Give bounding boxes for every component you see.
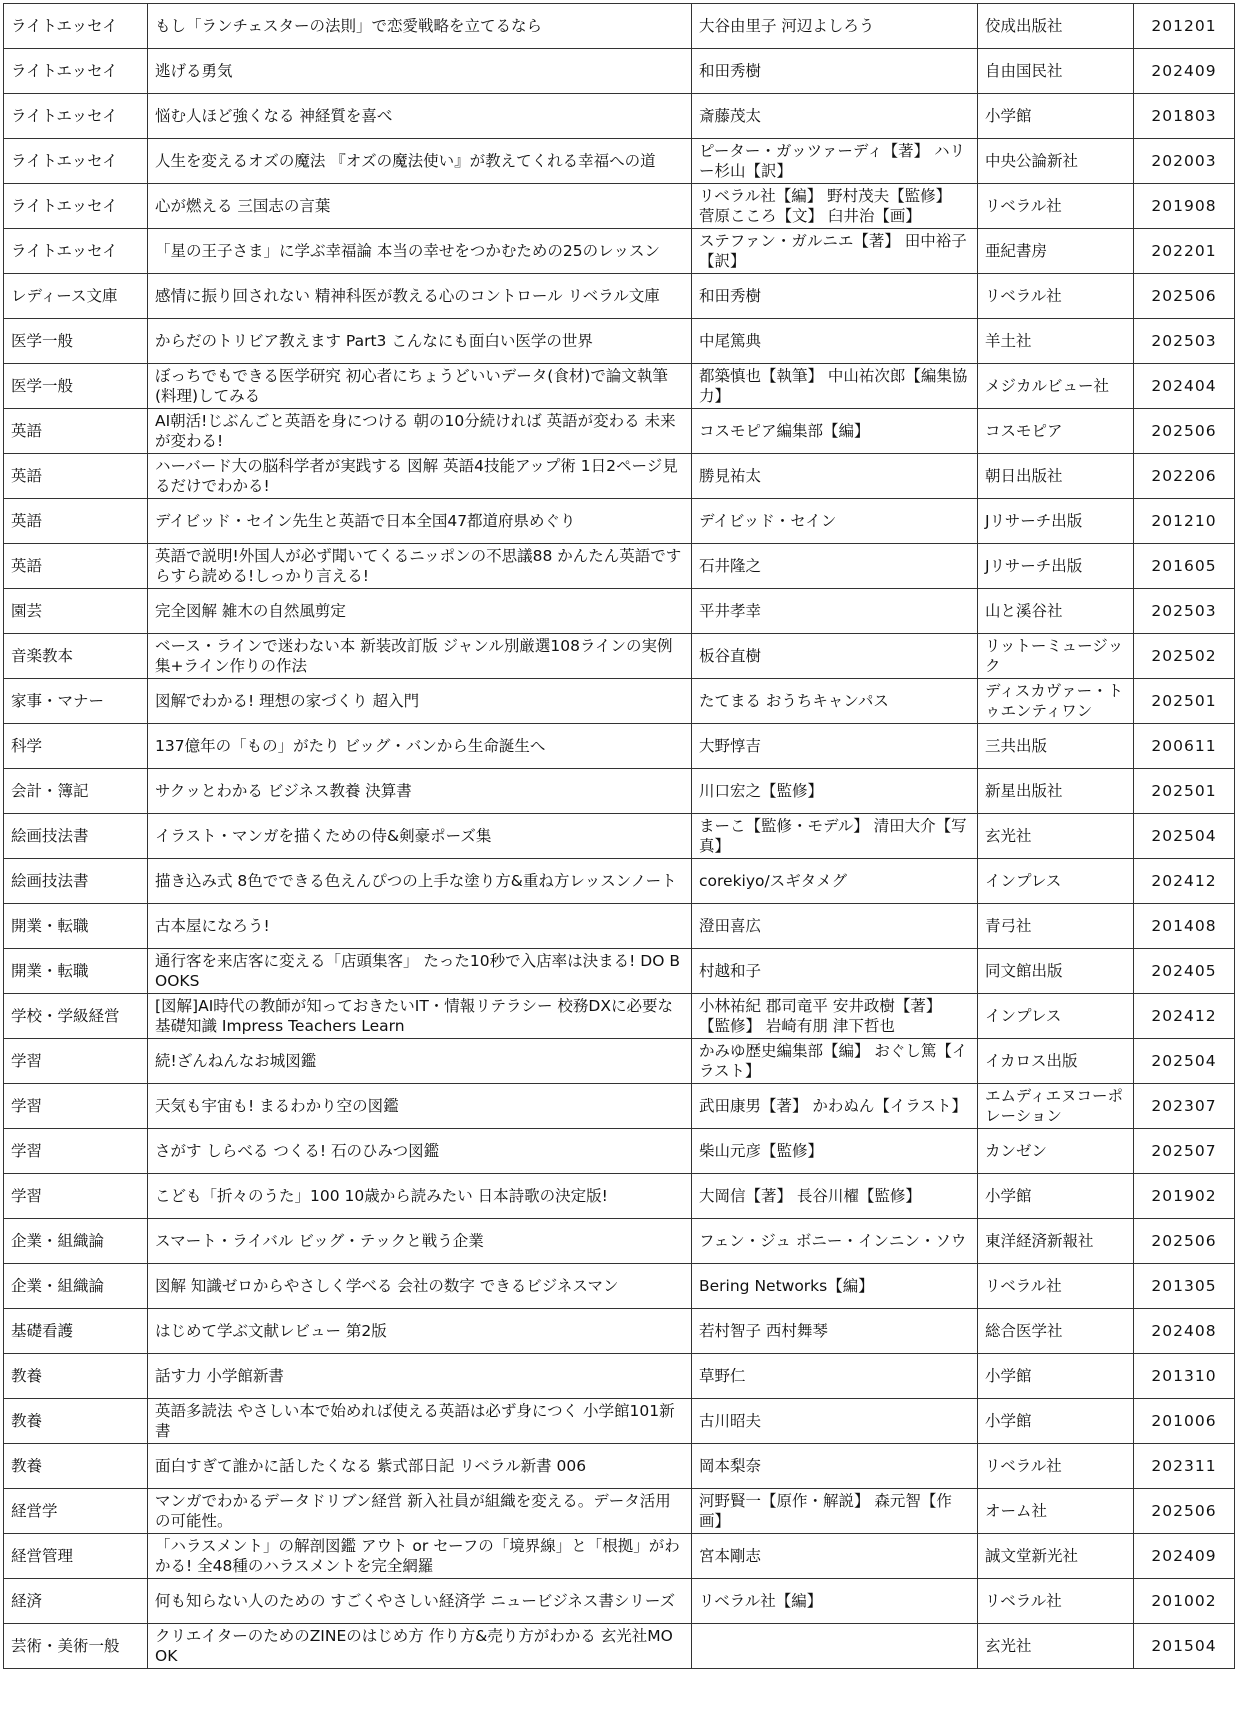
- author-cell: 平井孝幸: [692, 589, 978, 634]
- date-cell: 201201: [1134, 4, 1235, 49]
- date-cell: 201305: [1134, 1264, 1235, 1309]
- table-row: [4, 1534, 1235, 1579]
- table-row: [4, 1039, 1235, 1084]
- genre-cell: 絵画技法書: [4, 859, 148, 904]
- title-cell: 面白すぎて誰かに話したくなる 紫式部日記 リベラル新書 006: [148, 1444, 692, 1489]
- title-cell: 通行客を来店客に変える「店頭集客」 たった10秒で入店率は決まる! DO BOOKS: [148, 949, 692, 994]
- publisher-cell: 玄光社: [978, 1624, 1134, 1669]
- genre-cell: 英語: [4, 544, 148, 589]
- genre-cell: 学習: [4, 1174, 148, 1219]
- title-cell: 英語多読法 やさしい本で始めれば使える英語は必ず身につく 小学館101新書: [148, 1399, 692, 1444]
- table-row: [4, 769, 1235, 814]
- genre-cell: 企業・組織論: [4, 1264, 148, 1309]
- publisher-cell: 佼成出版社: [978, 4, 1134, 49]
- table-row: [4, 1219, 1235, 1264]
- date-cell: 202507: [1134, 1129, 1235, 1174]
- author-cell: 和田秀樹: [692, 274, 978, 319]
- genre-cell: ライトエッセイ: [4, 94, 148, 139]
- genre-cell: 学習: [4, 1084, 148, 1129]
- title-cell: 古本屋になろう!: [148, 904, 692, 949]
- title-cell: マンガでわかるデータドリブン経営 新入社員が組織を変える。データ活用の可能性。: [148, 1489, 692, 1534]
- genre-cell: 開業・転職: [4, 949, 148, 994]
- author-cell: 宮本剛志: [692, 1534, 978, 1579]
- author-cell: 大野惇吉: [692, 724, 978, 769]
- genre-cell: 開業・転職: [4, 904, 148, 949]
- date-cell: 202003: [1134, 139, 1235, 184]
- table-row: [4, 814, 1235, 859]
- publisher-cell: メジカルビュー社: [978, 364, 1134, 409]
- date-cell: 202408: [1134, 1309, 1235, 1354]
- author-cell: フェン・ジュ ボニー・インニン・ソウ: [692, 1219, 978, 1264]
- publisher-cell: リベラル社: [978, 1579, 1134, 1624]
- genre-cell: 医学一般: [4, 364, 148, 409]
- title-cell: ベース・ラインで迷わない本 新装改訂版 ジャンル別厳選108ラインの実例集+ライン作りの作法: [148, 634, 692, 679]
- genre-cell: ライトエッセイ: [4, 229, 148, 274]
- genre-cell: 英語: [4, 454, 148, 499]
- table-row: [4, 229, 1235, 274]
- date-cell: 201803: [1134, 94, 1235, 139]
- title-cell: 人生を変えるオズの魔法 『オズの魔法使い』が教えてくれる幸福への道: [148, 139, 692, 184]
- author-cell: corekiyo/スギタメグ: [692, 859, 978, 904]
- table-row: [4, 1129, 1235, 1174]
- author-cell: ステファン・ガルニエ【著】 田中裕子【訳】: [692, 229, 978, 274]
- author-cell: 草野仁: [692, 1354, 978, 1399]
- date-cell: 202506: [1134, 1219, 1235, 1264]
- date-cell: 201605: [1134, 544, 1235, 589]
- date-cell: 202405: [1134, 949, 1235, 994]
- genre-cell: 教養: [4, 1399, 148, 1444]
- publisher-cell: イカロス出版: [978, 1039, 1134, 1084]
- publisher-cell: 山と溪谷社: [978, 589, 1134, 634]
- genre-cell: 芸術・美術一般: [4, 1624, 148, 1669]
- publisher-cell: ディスカヴァー・トゥエンティワン: [978, 679, 1134, 724]
- title-cell: 図解 知識ゼロからやさしく学べる 会社の数字 できるビジネスマン: [148, 1264, 692, 1309]
- title-cell: [図解]AI時代の教師が知っておきたいIT・情報リテラシー 校務DXに必要な基礎知識 Impress Teachers Learn: [148, 994, 692, 1039]
- publisher-cell: リベラル社: [978, 1444, 1134, 1489]
- title-cell: はじめて学ぶ文献レビュー 第2版: [148, 1309, 692, 1354]
- date-cell: 202502: [1134, 634, 1235, 679]
- publisher-cell: リベラル社: [978, 1264, 1134, 1309]
- author-cell: 斎藤茂太: [692, 94, 978, 139]
- publisher-cell: 小学館: [978, 1354, 1134, 1399]
- date-cell: 200611: [1134, 724, 1235, 769]
- table-row: [4, 1489, 1235, 1534]
- date-cell: 201504: [1134, 1624, 1235, 1669]
- title-cell: こども「折々のうた」100 10歳から読みたい 日本詩歌の決定版!: [148, 1174, 692, 1219]
- date-cell: 202201: [1134, 229, 1235, 274]
- table-row: [4, 49, 1235, 94]
- title-cell: 話す力 小学館新書: [148, 1354, 692, 1399]
- genre-cell: 絵画技法書: [4, 814, 148, 859]
- publisher-cell: 小学館: [978, 94, 1134, 139]
- table-row: [4, 1444, 1235, 1489]
- publisher-cell: 朝日出版社: [978, 454, 1134, 499]
- table-row: [4, 1399, 1235, 1444]
- genre-cell: 教養: [4, 1444, 148, 1489]
- publisher-cell: 小学館: [978, 1174, 1134, 1219]
- author-cell: 若村智子 西村舞琴: [692, 1309, 978, 1354]
- publisher-cell: 小学館: [978, 1399, 1134, 1444]
- title-cell: 悩む人ほど強くなる 神経質を喜べ: [148, 94, 692, 139]
- title-cell: 感情に振り回されない 精神科医が教える心のコントロール リベラル文庫: [148, 274, 692, 319]
- author-cell: ピーター・ガッツァーディ【著】 ハリー杉山【訳】: [692, 139, 978, 184]
- date-cell: 202504: [1134, 1039, 1235, 1084]
- genre-cell: 会計・簿記: [4, 769, 148, 814]
- publisher-cell: Jリサーチ出版: [978, 544, 1134, 589]
- date-cell: 202503: [1134, 319, 1235, 364]
- genre-cell: ライトエッセイ: [4, 4, 148, 49]
- date-cell: 202409: [1134, 49, 1235, 94]
- author-cell: 岡本梨奈: [692, 1444, 978, 1489]
- publisher-cell: オーム社: [978, 1489, 1134, 1534]
- title-cell: 「星の王子さま」に学ぶ幸福論 本当の幸せをつかむための25のレッスン: [148, 229, 692, 274]
- publisher-cell: 同文館出版: [978, 949, 1134, 994]
- title-cell: 何も知らない人のための すごくやさしい経済学 ニュービジネス書シリーズ: [148, 1579, 692, 1624]
- title-cell: さがす しらべる つくる! 石のひみつ図鑑: [148, 1129, 692, 1174]
- author-cell: 武田康男【著】 かわぬん【イラスト】: [692, 1084, 978, 1129]
- date-cell: 202503: [1134, 589, 1235, 634]
- date-cell: 201006: [1134, 1399, 1235, 1444]
- author-cell: 勝見祐太: [692, 454, 978, 499]
- genre-cell: 学習: [4, 1039, 148, 1084]
- table-row: [4, 274, 1235, 319]
- publisher-cell: カンゼン: [978, 1129, 1134, 1174]
- title-cell: スマート・ライバル ビッグ・テックと戦う企業: [148, 1219, 692, 1264]
- date-cell: 201902: [1134, 1174, 1235, 1219]
- table-row: [4, 1309, 1235, 1354]
- table-row: [4, 1354, 1235, 1399]
- author-cell: まーこ【監修・モデル】 清田大介【写真】: [692, 814, 978, 859]
- date-cell: 201908: [1134, 184, 1235, 229]
- title-cell: 描き込み式 8色でできる色えんぴつの上手な塗り方&重ね方レッスンノート: [148, 859, 692, 904]
- author-cell: 川口宏之【監修】: [692, 769, 978, 814]
- author-cell: 大谷由里子 河辺よしろう: [692, 4, 978, 49]
- table-row: [4, 1264, 1235, 1309]
- table-row: [4, 544, 1235, 589]
- title-cell: もし「ランチェスターの法則」で恋愛戦略を立てるなら: [148, 4, 692, 49]
- author-cell: 古川昭夫: [692, 1399, 978, 1444]
- date-cell: 202504: [1134, 814, 1235, 859]
- genre-cell: ライトエッセイ: [4, 184, 148, 229]
- table-row: [4, 1624, 1235, 1669]
- title-cell: 逃げる勇気: [148, 49, 692, 94]
- genre-cell: 基礎看護: [4, 1309, 148, 1354]
- table-row: [4, 1579, 1235, 1624]
- date-cell: 202501: [1134, 769, 1235, 814]
- publisher-cell: リベラル社: [978, 274, 1134, 319]
- title-cell: 英語で説明!外国人が必ず聞いてくるニッポンの不思議88 かんたん英語ですらすら読める!しっかり言える!: [148, 544, 692, 589]
- table-row: [4, 4, 1235, 49]
- author-cell: 和田秀樹: [692, 49, 978, 94]
- date-cell: 202412: [1134, 859, 1235, 904]
- genre-cell: 経済: [4, 1579, 148, 1624]
- title-cell: ぼっちでもできる医学研究 初心者にちょうどいいデータ(食材)で論文執筆(料理)してみる: [148, 364, 692, 409]
- publisher-cell: 中央公論新社: [978, 139, 1134, 184]
- table-row: [4, 499, 1235, 544]
- date-cell: 202404: [1134, 364, 1235, 409]
- table-row: [4, 724, 1235, 769]
- table-row: [4, 94, 1235, 139]
- date-cell: 202412: [1134, 994, 1235, 1039]
- date-cell: 202409: [1134, 1534, 1235, 1579]
- title-cell: 心が燃える 三国志の言葉: [148, 184, 692, 229]
- title-cell: AI朝活!じぶんごと英語を身につける 朝の10分続ければ 英語が変わる 未来が変わる!: [148, 409, 692, 454]
- author-cell: リベラル社【編】 野村茂夫【監修】 菅原こころ【文】 臼井治【画】: [692, 184, 978, 229]
- author-cell: [692, 1624, 978, 1669]
- publisher-cell: 東洋経済新報社: [978, 1219, 1134, 1264]
- genre-cell: 教養: [4, 1354, 148, 1399]
- publisher-cell: 亜紀書房: [978, 229, 1134, 274]
- publisher-cell: リベラル社: [978, 184, 1134, 229]
- publisher-cell: 誠文堂新光社: [978, 1534, 1134, 1579]
- book-list-table: [3, 3, 1235, 1669]
- table-row: [4, 1084, 1235, 1129]
- table-row: [4, 184, 1235, 229]
- date-cell: 202506: [1134, 274, 1235, 319]
- author-cell: かみゆ歴史編集部【編】 おぐし篤【イラスト】: [692, 1039, 978, 1084]
- genre-cell: 園芸: [4, 589, 148, 634]
- genre-cell: 経営管理: [4, 1534, 148, 1579]
- author-cell: 板谷直樹: [692, 634, 978, 679]
- table-row: [4, 589, 1235, 634]
- genre-cell: 学習: [4, 1129, 148, 1174]
- title-cell: 図解でわかる! 理想の家づくり 超入門: [148, 679, 692, 724]
- author-cell: 石井隆之: [692, 544, 978, 589]
- publisher-cell: Jリサーチ出版: [978, 499, 1134, 544]
- table-row: [4, 139, 1235, 184]
- author-cell: 大岡信【著】 長谷川櫂【監修】: [692, 1174, 978, 1219]
- publisher-cell: 青弓社: [978, 904, 1134, 949]
- author-cell: 柴山元彦【監修】: [692, 1129, 978, 1174]
- date-cell: 201310: [1134, 1354, 1235, 1399]
- publisher-cell: インプレス: [978, 859, 1134, 904]
- title-cell: 完全図解 雑木の自然風剪定: [148, 589, 692, 634]
- title-cell: クリエイターのためのZINEのはじめ方 作り方&売り方がわかる 玄光社MOOK: [148, 1624, 692, 1669]
- title-cell: イラスト・マンガを描くための侍&剣豪ポーズ集: [148, 814, 692, 859]
- table-row: [4, 409, 1235, 454]
- table-row: [4, 364, 1235, 409]
- title-cell: デイビッド・セイン先生と英語で日本全国47都道府県めぐり: [148, 499, 692, 544]
- publisher-cell: 玄光社: [978, 814, 1134, 859]
- genre-cell: 英語: [4, 409, 148, 454]
- date-cell: 201408: [1134, 904, 1235, 949]
- genre-cell: 医学一般: [4, 319, 148, 364]
- genre-cell: 学校・学級経営: [4, 994, 148, 1039]
- date-cell: 201002: [1134, 1579, 1235, 1624]
- table-row: [4, 949, 1235, 994]
- title-cell: ハーバード大の脳科学者が実践する 図解 英語4技能アップ術 1日2ページ見るだけでわかる!: [148, 454, 692, 499]
- title-cell: 「ハラスメント」の解剖図鑑 アウト or セーフの「境界線」と「根拠」がわかる! 全48種のハラスメントを完全網羅: [148, 1534, 692, 1579]
- date-cell: 202506: [1134, 1489, 1235, 1534]
- author-cell: デイビッド・セイン: [692, 499, 978, 544]
- publisher-cell: 総合医学社: [978, 1309, 1134, 1354]
- genre-cell: 経営学: [4, 1489, 148, 1534]
- title-cell: 続!ざんねんなお城図鑑: [148, 1039, 692, 1084]
- publisher-cell: リットーミュージック: [978, 634, 1134, 679]
- publisher-cell: インプレス: [978, 994, 1134, 1039]
- author-cell: 河野賢一【原作・解説】 森元智【作画】: [692, 1489, 978, 1534]
- date-cell: 202501: [1134, 679, 1235, 724]
- author-cell: 村越和子: [692, 949, 978, 994]
- date-cell: 201210: [1134, 499, 1235, 544]
- date-cell: 202206: [1134, 454, 1235, 499]
- author-cell: 小林祐紀 郡司竜平 安井政樹【著】 【監修】 岩崎有朋 津下哲也: [692, 994, 978, 1039]
- genre-cell: ライトエッセイ: [4, 49, 148, 94]
- title-cell: 天気も宇宙も! まるわかり空の図鑑: [148, 1084, 692, 1129]
- publisher-cell: 羊土社: [978, 319, 1134, 364]
- author-cell: 都築慎也【執筆】 中山祐次郎【編集協力】: [692, 364, 978, 409]
- table-row: [4, 904, 1235, 949]
- author-cell: たてまる おうちキャンパス: [692, 679, 978, 724]
- table-row: [4, 634, 1235, 679]
- genre-cell: 家事・マナー: [4, 679, 148, 724]
- genre-cell: 英語: [4, 499, 148, 544]
- publisher-cell: 三共出版: [978, 724, 1134, 769]
- publisher-cell: エムディエヌコーポレーション: [978, 1084, 1134, 1129]
- table-row: [4, 454, 1235, 499]
- genre-cell: 企業・組織論: [4, 1219, 148, 1264]
- genre-cell: ライトエッセイ: [4, 139, 148, 184]
- table-body: [4, 4, 1235, 1669]
- author-cell: 中尾篤典: [692, 319, 978, 364]
- genre-cell: レディース文庫: [4, 274, 148, 319]
- date-cell: 202307: [1134, 1084, 1235, 1129]
- publisher-cell: 自由国民社: [978, 49, 1134, 94]
- author-cell: コスモピア編集部【編】: [692, 409, 978, 454]
- genre-cell: 科学: [4, 724, 148, 769]
- author-cell: Bering Networks【編】: [692, 1264, 978, 1309]
- table-row: [4, 319, 1235, 364]
- table-row: [4, 859, 1235, 904]
- title-cell: からだのトリビア教えます Part3 こんなにも面白い医学の世界: [148, 319, 692, 364]
- title-cell: 137億年の「もの」がたり ビッグ・バンから生命誕生へ: [148, 724, 692, 769]
- table-row: [4, 679, 1235, 724]
- table-row: [4, 994, 1235, 1039]
- date-cell: 202506: [1134, 409, 1235, 454]
- author-cell: リベラル社【編】: [692, 1579, 978, 1624]
- publisher-cell: コスモピア: [978, 409, 1134, 454]
- author-cell: 澄田喜広: [692, 904, 978, 949]
- publisher-cell: 新星出版社: [978, 769, 1134, 814]
- title-cell: サクッとわかる ビジネス教養 決算書: [148, 769, 692, 814]
- date-cell: 202311: [1134, 1444, 1235, 1489]
- table-row: [4, 1174, 1235, 1219]
- genre-cell: 音楽教本: [4, 634, 148, 679]
